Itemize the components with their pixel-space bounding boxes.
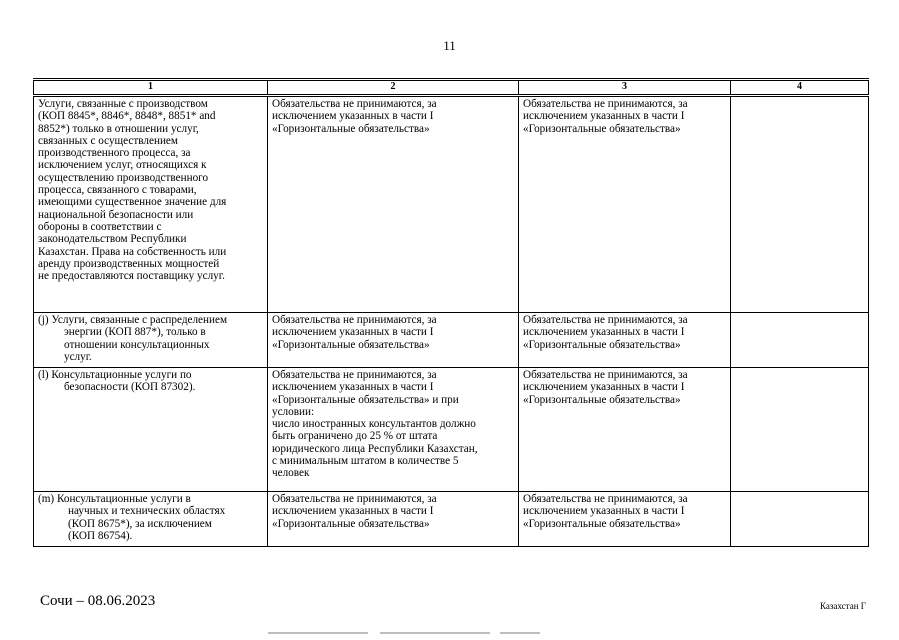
national-treatment-cell: Обязательства не принимаются, за исключением указанных в части I «Горизонтальные обязательства» xyxy=(519,313,731,368)
commitments-table xyxy=(33,78,869,547)
table-row xyxy=(34,96,869,313)
national-treatment-cell: Обязательства не принимаются, за исключением указанных в части I «Горизонтальные обязательства» xyxy=(519,492,731,547)
national-treatment-cell: Обязательства не принимаются, за исключением указанных в части I «Горизонтальные обязательства» xyxy=(519,368,731,492)
scan-artifact-line xyxy=(268,632,368,634)
sector-cell: (l) Консультационные услуги по безопасности (КОП 87302). xyxy=(34,368,268,492)
table-row xyxy=(34,313,869,368)
column-header-3: 3 xyxy=(519,80,731,96)
national-treatment-cell: Обязательства не принимаются, за исключением указанных в части I «Горизонтальные обязательства» xyxy=(519,96,731,313)
page-number: 11 xyxy=(443,38,456,53)
sector-cell: (j) Услуги, связанные с распределением энергии (КОП 887*), только в отношении консультационных услуг. xyxy=(34,313,268,368)
column-header-4: 4 xyxy=(731,80,869,96)
sector-cell: (m) Консультационные услуги в научных и технических областях (КОП 8675*), за исключением (КОП 86754). xyxy=(34,492,268,547)
table-row xyxy=(34,492,869,547)
market-access-cell: Обязательства не принимаются, за исключением указанных в части I «Горизонтальные обязательства» xyxy=(268,96,519,313)
footer-location-date: Сочи – 08.06.2023 xyxy=(40,593,156,609)
additional-commitments-cell xyxy=(731,368,869,492)
scan-artifact-line xyxy=(380,632,490,634)
column-header-1: 1 xyxy=(34,80,268,96)
table-header-row xyxy=(34,80,869,96)
market-access-cell: Обязательства не принимаются, за исключением указанных в части I «Горизонтальные обязательства» xyxy=(268,492,519,547)
footer-country-label: Казахстан Г xyxy=(820,601,866,611)
scan-artifact-line xyxy=(500,632,540,634)
market-access-cell: Обязательства не принимаются, за исключением указанных в части I «Горизонтальные обязательства» xyxy=(268,313,519,368)
market-access-cell: Обязательства не принимаются, за исключением указанных в части I «Горизонтальные обязательства» и при условии: число иностранных консультантов должно быть ограничено до 25 % от штата юридического лица Республики Казахстан, с минимальным штатом в количестве 5 человек xyxy=(268,368,519,492)
additional-commitments-cell xyxy=(731,96,869,313)
additional-commitments-cell xyxy=(731,313,869,368)
table-row xyxy=(34,368,869,492)
sector-cell: Услуги, связанные с производством (КОП 8845*, 8846*, 8848*, 8851* and 8852*) только в отношении услуг, связанных с осуществлением производственного процесса, за исключением услуг, относящихся к осуществлению производственного процесса, связанного с товарами, имеющими существенное значение для национальной безопасности или обороны в соответствии с законодательством Республики Казахстан. Права на собственность или аренду производственных мощностей не предоставляются поставщику услуг. xyxy=(34,96,268,313)
column-header-2: 2 xyxy=(268,80,519,96)
additional-commitments-cell xyxy=(731,492,869,547)
